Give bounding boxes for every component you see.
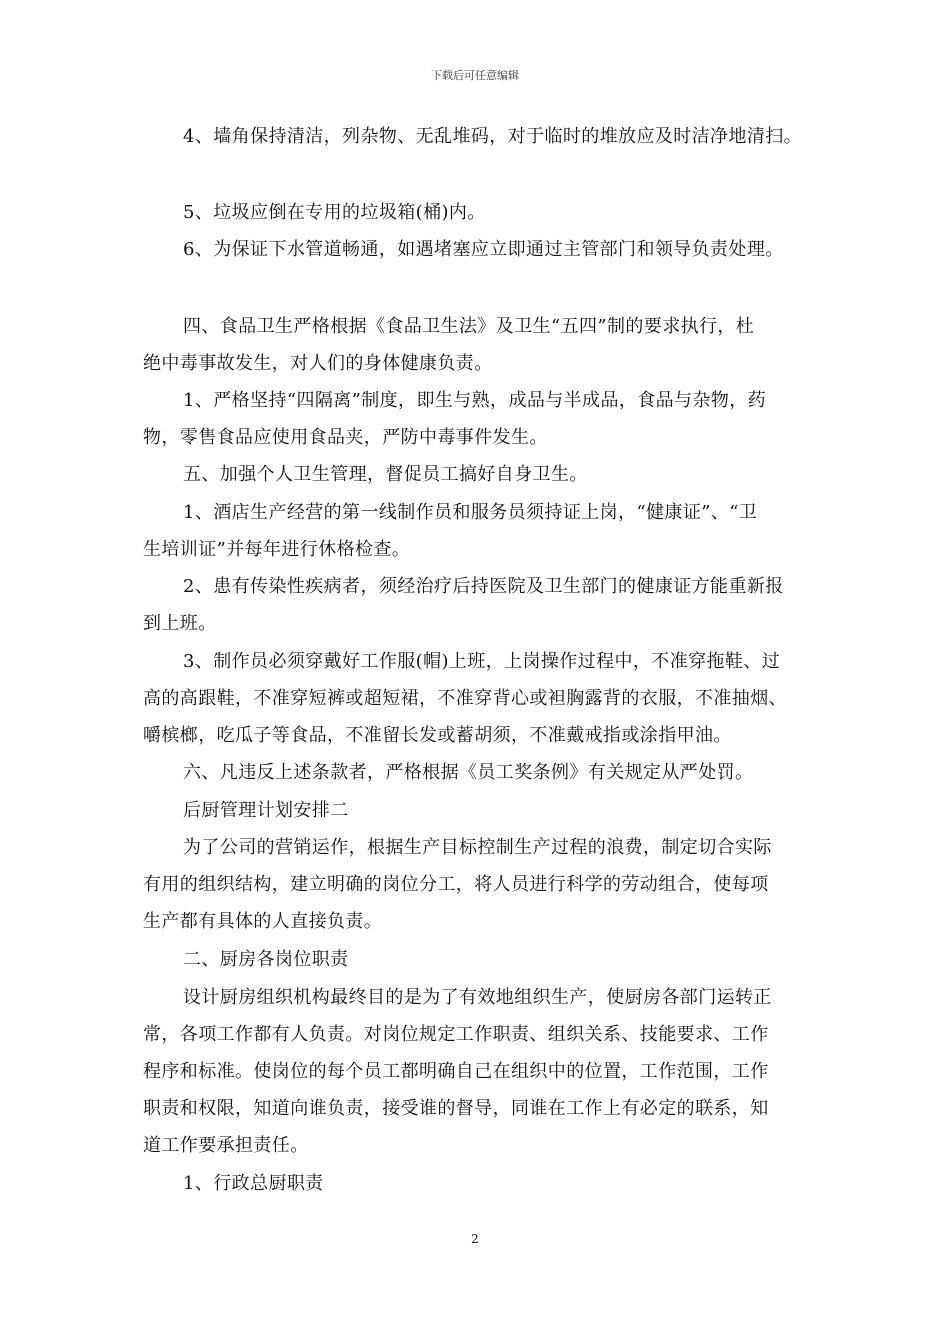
paragraph-line: 5、垃圾应倒在专用的垃圾箱(桶)内。 bbox=[183, 202, 486, 223]
paragraph-line: 五、加强个人卫生管理，督促员工搞好自身卫生。 bbox=[183, 464, 588, 485]
paragraph-executive-chef-duties bbox=[143, 1165, 823, 1202]
paragraph-line: 程序和标准。使岗位的每个员工都明确自己在组织中的位置，工作范围，工作 bbox=[143, 1061, 769, 1082]
paragraph-line: 职责和权限，知道向谁负责，接受谁的督导，同谁在工作上有必定的联系，知 bbox=[143, 1098, 769, 1119]
paragraph-line: 六、凡违反上述条款者，严格根据《员工奖条例》有关规定从严处罚。 bbox=[183, 762, 754, 783]
page-footer bbox=[0, 1232, 950, 1246]
paragraph-item-6-drainage bbox=[143, 231, 823, 268]
paragraph-line: 道工作要承担责任。 bbox=[143, 1135, 309, 1156]
paragraph-line: 1、行政总厨职责 bbox=[183, 1173, 324, 1194]
paragraph-line: 为了公司的营销运作，根据生产目标控制生产过程的浪费，制定切合实际 bbox=[183, 837, 772, 858]
paragraph-line: 2、患有传染性疾病者，须经治疗后持医院及卫生部门的健康证方能重新报 bbox=[183, 576, 784, 597]
paragraph-line: 到上班。 bbox=[143, 613, 217, 634]
paragraph-line: 1、严格坚持“四隔离”制度，即生与熟，成品与半成品，食品与杂物，药 bbox=[183, 390, 767, 411]
paragraph-line: 嚼槟榔，吃瓜子等食品，不准留长发或蓄胡须，不准戴戒指或涂指甲油。 bbox=[143, 725, 732, 746]
paragraph-health-certificate bbox=[143, 494, 823, 568]
paragraph-line: 二、厨房各岗位职责 bbox=[183, 949, 349, 970]
page-header bbox=[0, 67, 950, 83]
header-text: 下载后可任意编辑 bbox=[431, 69, 519, 82]
paragraph-section-2-kitchen-duties bbox=[143, 941, 823, 978]
paragraph-section-6-penalties bbox=[143, 754, 823, 791]
paragraph-dress-code bbox=[143, 643, 823, 754]
paragraph-four-isolations bbox=[143, 382, 823, 456]
paragraph-line: 3、制作员必须穿戴好工作服(帽)上班，上岗操作过程中，不准穿拖鞋、过 bbox=[183, 651, 781, 672]
paragraph-line: 6、为保证下水管道畅通，如遇堵塞应立即通过主管部门和领导负责处理。 bbox=[183, 239, 784, 260]
paragraph-line: 生产都有具体的人直接负责。 bbox=[143, 911, 383, 932]
page-number: 2 bbox=[471, 1232, 479, 1246]
paragraph-section-5-personal-hygiene bbox=[143, 456, 823, 493]
paragraph-line: 高的高跟鞋，不准穿短裤或超短裙，不准穿背心或袒胸露背的衣服，不准抽烟、 bbox=[143, 688, 787, 709]
paragraph-line: 4、墙角保持清洁，列杂物、无乱堆码，对于临时的堆放应及时洁净地清扫。 bbox=[183, 126, 803, 147]
paragraph-line: 后厨管理计划安排二 bbox=[183, 800, 349, 821]
paragraph-section-4-food-hygiene bbox=[143, 308, 823, 382]
paragraph-item-4-wall-corners bbox=[143, 118, 823, 155]
paragraph-organization-intro bbox=[143, 829, 823, 940]
paragraph-line: 设计厨房组织机构最终目的是为了有效地组织生产，使厨房各部门运转正 bbox=[183, 987, 772, 1008]
paragraph-line: 有用的组织结构，建立明确的岗位分工，将人员进行科学的劳动组合，使每项 bbox=[143, 874, 769, 895]
paragraph-line: 物，零售食品应使用食品夹，严防中毒事件发生。 bbox=[143, 427, 548, 448]
paragraph-line: 常，各项工作都有人负责。对岗位规定工作职责、组织关系、技能要求、工作 bbox=[143, 1024, 769, 1045]
paragraph-line: 生培训证”并每年进行休格检查。 bbox=[143, 539, 411, 560]
paragraph-line: 四、食品卫生严格根据《食品卫生法》及卫生“五四”制的要求执行，杜 bbox=[183, 316, 755, 337]
paragraph-item-5-garbage bbox=[143, 194, 823, 231]
paragraph-line: 1、酒店生产经营的第一线制作员和服务员须持证上岗，“健康证”、“卫 bbox=[183, 502, 758, 523]
paragraph-organization-design bbox=[143, 979, 823, 1164]
paragraph-plan-title-two bbox=[143, 792, 823, 829]
paragraph-infectious-disease bbox=[143, 568, 823, 642]
paragraph-line: 绝中毒事故发生，对人们的身体健康负责。 bbox=[143, 353, 493, 374]
